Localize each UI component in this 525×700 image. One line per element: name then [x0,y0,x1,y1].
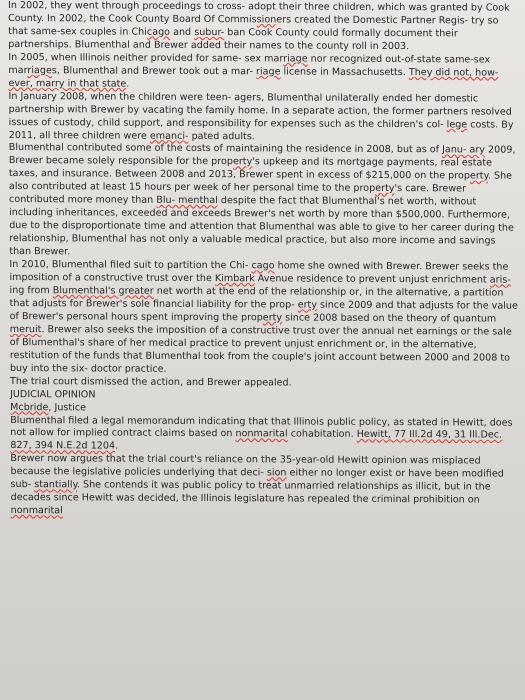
spellcheck-flag: erty [469,170,488,182]
paragraph-dismissal: The trial court dismissed the action, and Brewer appealed. [9,375,292,389]
spellcheck-flag: nonmarital [10,505,63,517]
spellcheck-flag: lege [446,118,468,130]
spellcheck-flag: They did not, how- ever, marry in that state [8,66,499,90]
spellcheck-flag: erty [297,299,318,311]
spellcheck-flag: sion [266,467,287,479]
spellcheck-flag: subur- [194,26,225,39]
spellcheck-flag: sion [256,14,277,26]
spellcheck-flag: Janu- ary [442,144,486,156]
spellcheck-flag: cago [251,260,275,272]
paragraph-adoption: In 2002, they went through proceedings to cross- adopt their three children, which was granted by Cook County. In 2002, the Cook County Board Of Commissioners created the Domestic Partner Regis- try so that same-sex couples in Chicago and subur- ban Cook County could formally document their partnerships. Blumenthal and Brewer added their names to the county roll in 2003. [8,0,510,52]
spellcheck-flag: nonmarital [235,428,288,440]
spellcheck-flag: Mcbride [10,401,49,413]
paragraph-separation: In January 2008, when the children were teen- agers, Blumenthal unilaterally ended her domestic partnership with Brewer by vacating the family home. In a separate action, the former partners resolved issues of custody, child support, and responsibility for expenses such as the children's col- lege costs. By 2011, all three children were emanci- pated adults. [8,90,514,142]
spellcheck-flag: riage [255,66,281,78]
spellcheck-flag: Blu- menthal [156,195,218,207]
spellcheck-flag: stantially [34,479,77,491]
spellcheck-flag: erty [232,156,253,168]
paragraph-marriage-license: In 2005, when Illinois neither provided for same- sex marriage nor recognized out-of-state same-sex marriages, Blumenthal and Brewer took out a mar- riage license in Massachusetts. They did not, how- ever, marry in that state. [8,51,499,90]
spellcheck-flag: emanci- [149,130,189,142]
paragraph-legal-memorandum: Blumenthal filed a legal memorandum indicating that that Illinois public policy, as stated in Hewitt, does not allow for implied contract claims based on nonmarital cohabitation. Hewitt, 77 Ill.2d 49, 31 Ill.Dec. 827, 394 N.E.2d 1204. [10,414,513,452]
opinion-heading: JUDICIAL OPINION [10,388,96,401]
spellcheck-flag: Kimbark [214,273,255,285]
justice-line: Mcbride, Justice [10,401,87,413]
paragraph-contributions: Blumenthal contributed some of the costs of maintaining the residence in 2008, but as of Janu- ary 2009, Brewer became solely responsible for the property's upkeep and its mortgage payments, real estate taxes, and insurance. Between 2008 and 2013, Brewer spent in excess of $215,000 on the property. She also contributed at least 15 hours per week of her personal time to the property's care. Brewer contributed more money than Blu- menthal despite the fact that Blumenthal's net worth, without including inheritances, exceeded and exceeds Brewer's net worth by more than $500,000. Furthermore, due to the disproportionate time and attention that Blumenthal was able to give to her career during the relationship, Blumenthal has not only a valuable medical practice, but also more income and savings than Brewer. [8,142,516,258]
spellcheck-flag: erty [375,183,395,195]
spellcheck-flag: erty [262,312,283,324]
spellcheck-flag: aris- [489,274,511,286]
paragraph-brewer-argument: Brewer now argues that the trial court's reliance on the 35-year-old Hewitt opinion was misplaced because the legislative policies underlying that deci- sion either no longer exist or have been modified sub- stantially. She contends it was public policy to treat unmarried relationships as illicit, but in the decades since Hewitt was decided, the Illinois legislature has repealed the criminal prohibition on nonmarital [10,453,504,517]
spellcheck-flag: cago [146,26,171,38]
spellcheck-flag: Hewitt, 77 Ill.2d 49, 31 Ill.Dec. 827, 394 N.E.2d 1204 [10,429,503,452]
spellcheck-flag: riage [27,64,52,76]
paragraph-partition-suit: In 2010, Blumenthal filed suit to partition the Chi- cago home she owned with Brewer. Brewer seeks the imposition of a constructive trust over the Kimbark Avenue residence to prevent unjust enrichment aris- ing from Blumenthal's greater net worth at the end of the relationship or, in the alternative, a partition that adjusts for Brewer's sole financial liability for the prop- erty since 2009 and that adjusts for the value of Brewer's personal hours spent improving the property since 2008 based on the theory of quantum meruit. Brewer also seeks the imposition of a constructive trust over the annual net earnings or the sale of Blumenthal's share of her medical practice to prevent unjust enrichment or, in the alternative, restitution of the funds that Blumenthal took from the couple's joint account between 2000 and 2008 to buy into the six- doctor practice. [9,259,518,375]
spellcheck-flag: Blumenthal's greater [52,285,154,297]
spellcheck-flag: riage [283,53,308,65]
document-text [8,0,522,521]
spellcheck-flag: meruit [9,323,42,336]
